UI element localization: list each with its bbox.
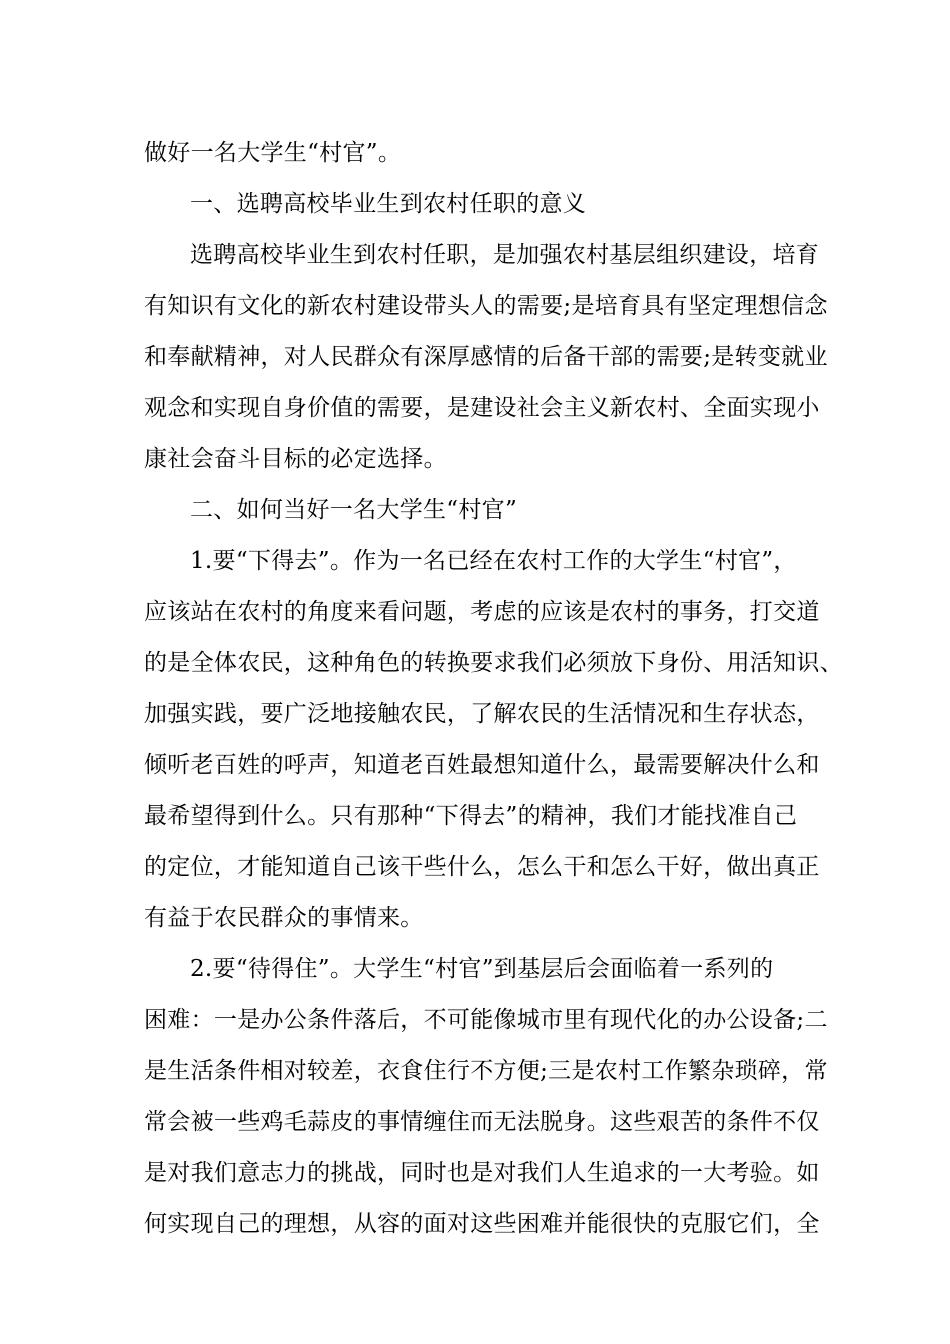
text-line: 应该站在农村的角度来看问题，考虑的应该是农村的事务，打交道 bbox=[144, 599, 820, 625]
text-line: 加强实践，要广泛地接触农民，了解农民的生活情况和生存状态， bbox=[144, 701, 820, 727]
text-line: 倾听老百姓的呼声，知道老百姓最想知道什么，最需要解决什么和 bbox=[144, 752, 820, 778]
text-line: 有益于农民群众的事情来。 bbox=[144, 905, 424, 931]
text-line: 做好一名大学生“村官”。 bbox=[144, 140, 402, 166]
text-line: 是生活条件相对较差，衣食住行不方便;三是农村工作繁杂琐碎，常 bbox=[144, 1058, 828, 1084]
text-line: 康社会奋斗目标的必定选择。 bbox=[144, 446, 447, 472]
section-heading: 二、如何当好一名大学生“村官” bbox=[190, 497, 518, 523]
document-body bbox=[144, 128, 843, 1250]
text-line: 最希望得到什么。只有那种“下得去”的精神，我们才能找准自己 bbox=[144, 803, 798, 829]
text-line: 观念和实现自身价值的需要，是建设社会主义新农村、全面实现小 bbox=[144, 395, 820, 421]
text-line: 有知识有文化的新农村建设带头人的需要;是培育具有坚定理想信念 bbox=[144, 293, 828, 319]
text-line: 何实现自己的理想，从容的面对这些困难并能很快的克服它们，全 bbox=[144, 1211, 820, 1237]
text-line: 1.要“下得去”。作为一名已经在农村工作的大学生“村官”， bbox=[190, 548, 797, 574]
text-line: 的是全体农民，这种角色的转换要求我们必须放下身份、用活知识、 bbox=[144, 650, 843, 676]
text-line: 常会被一些鸡毛蒜皮的事情缠住而无法脱身。这些艰苦的条件不仅 bbox=[144, 1109, 820, 1135]
text-line: 2.要“待得住”。大学生“村官”到基层后会面临着一系列的 bbox=[190, 956, 774, 982]
section-heading: 一、选聘高校毕业生到农村任职的意义 bbox=[190, 191, 587, 217]
text-line: 选聘高校毕业生到农村任职，是加强农村基层组织建设，培育 bbox=[190, 242, 820, 268]
text-line: 的定位，才能知道自己该干些什么，怎么干和怎么干好，做出真正 bbox=[144, 854, 820, 880]
text-line: 是对我们意志力的挑战，同时也是对我们人生追求的一大考验。如 bbox=[144, 1160, 820, 1186]
text-line: 和奉献精神，对人民群众有深厚感情的后备干部的需要;是转变就业 bbox=[144, 344, 828, 370]
text-line: 困难：一是办公条件落后，不可能像城市里有现代化的办公设备;二 bbox=[144, 1007, 828, 1033]
